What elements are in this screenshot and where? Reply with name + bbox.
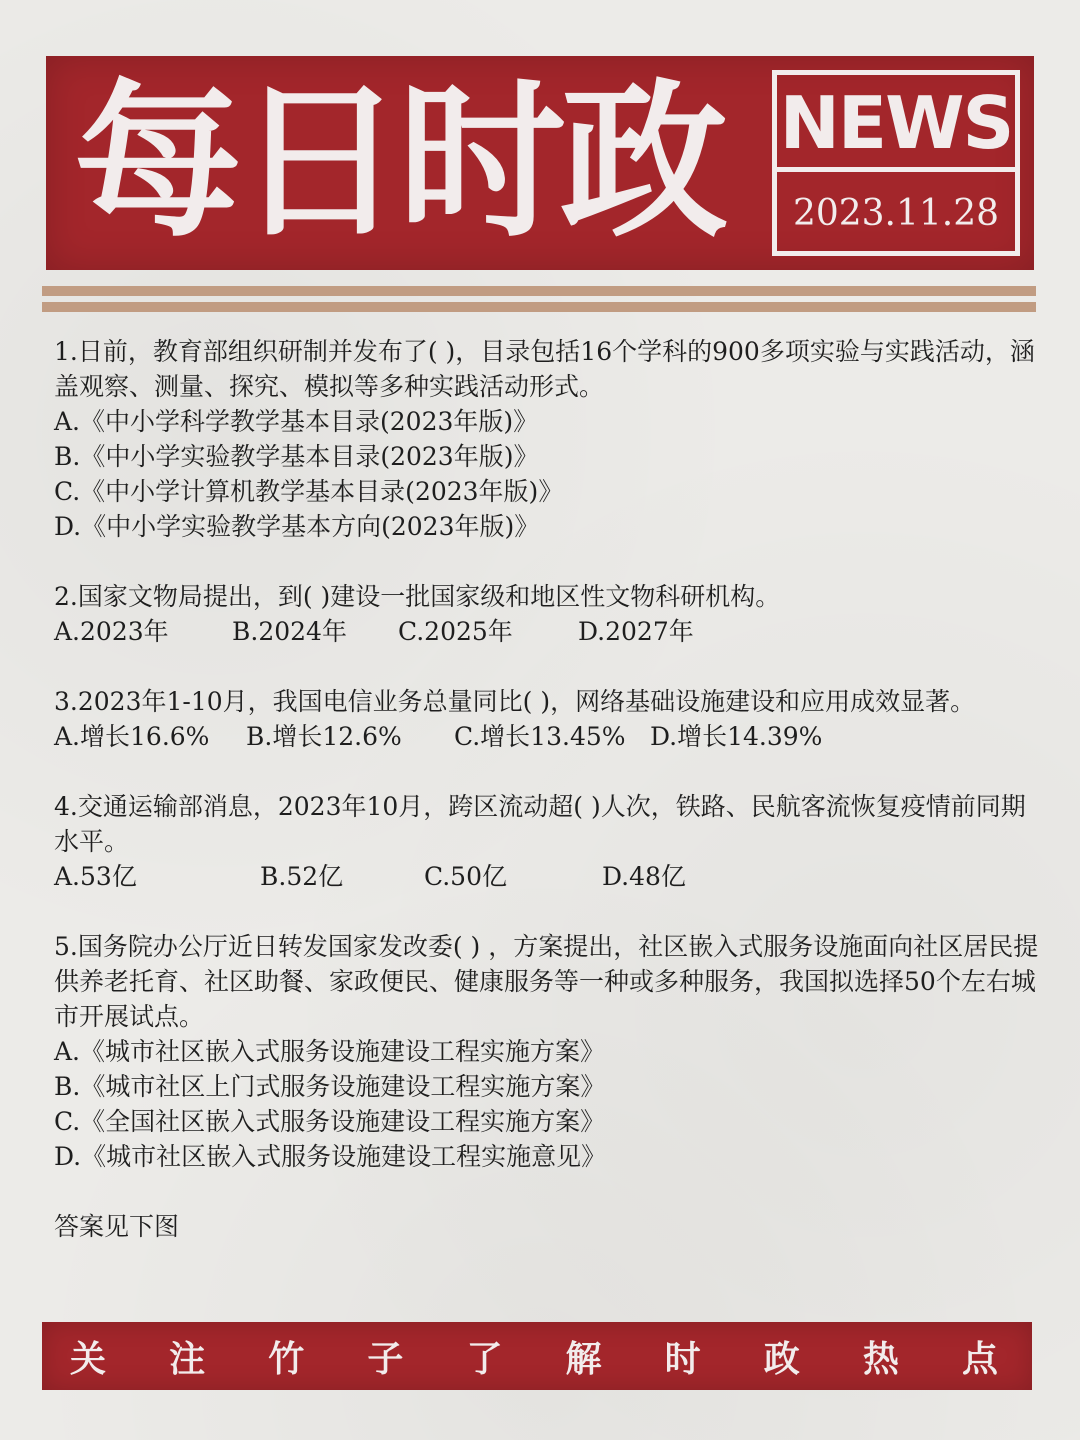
- option-c: C.2025年: [398, 617, 513, 646]
- option-b: B.《城市社区上门式服务设施建设工程实施方案》: [54, 1072, 606, 1101]
- footer-banner: [42, 1322, 1032, 1390]
- option-b: B.2024年: [232, 617, 347, 646]
- option-d: D.《中小学实验教学基本方向(2023年版)》: [54, 512, 540, 541]
- option-a: A.《城市社区嵌入式服务设施建设工程实施方案》: [54, 1037, 606, 1066]
- option-a: A.2023年: [54, 617, 169, 646]
- question-stem: 3.2023年1-10月，我国电信业务总量同比( )，网络基础设施建设和应用成效显著。: [54, 687, 976, 716]
- question-stem: 2.国家文物局提出，到( )建设一批国家级和地区性文物科研机构。: [54, 582, 781, 611]
- question-5: [54, 929, 1040, 1174]
- option-d: D.2027年: [578, 617, 694, 646]
- news-divider: [777, 167, 1015, 172]
- question-4: [54, 789, 1040, 894]
- footer-char: 时: [664, 1338, 701, 1380]
- option-a: A.《中小学科学教学基本目录(2023年版)》: [54, 407, 539, 436]
- footer-char: 解: [565, 1338, 602, 1380]
- question-3: [54, 684, 1040, 754]
- footer-char: 点: [961, 1338, 998, 1380]
- issue-date: 2023.11.28: [792, 193, 1000, 234]
- options-row: [54, 859, 1040, 894]
- news-label: NEWS: [779, 81, 1013, 165]
- page-title: 每日时政: [74, 64, 722, 260]
- footer-char: 热: [862, 1338, 899, 1380]
- footer-char: 注: [169, 1338, 206, 1380]
- footer-char: 了: [466, 1338, 503, 1380]
- footer-char: 子: [367, 1338, 404, 1380]
- answer-note: 答案见下图: [54, 1212, 180, 1241]
- option-c: C.《中小学计算机教学基本目录(2023年版)》: [54, 477, 564, 506]
- question-stem: 5.国务院办公厅近日转发国家发改委( ) ，方案提出，社区嵌入式服务设施面向社区居民提供养老托育、社区助餐、家政便民、健康服务等一种或多种服务，我国拟选择50个左右城市开展试点。: [54, 932, 1039, 1031]
- options-row: [54, 719, 1040, 754]
- footer-char: 关: [70, 1338, 107, 1380]
- option-b: B.增长12.6%: [246, 722, 402, 751]
- option-a: A.增长16.6%: [54, 722, 210, 751]
- divider-rule-bottom: [42, 302, 1036, 312]
- option-d: D.《城市社区嵌入式服务设施建设工程实施意见》: [54, 1142, 607, 1171]
- divider-rule-top: [42, 286, 1036, 296]
- question-list: [54, 334, 1040, 1244]
- question-stem: 1.日前，教育部组织研制并发布了( )，目录包括16个学科的900多项实验与实践活动，涵盖观察、测量、探究、模拟等多种实践活动形式。: [54, 337, 1035, 401]
- question-1: [54, 334, 1040, 544]
- option-d: D.增长14.39%: [650, 722, 823, 751]
- option-b: B.《中小学实验教学基本目录(2023年版)》: [54, 442, 539, 471]
- option-b: B.52亿: [260, 862, 344, 891]
- option-d: D.48亿: [602, 862, 686, 891]
- option-c: C.《全国社区嵌入式服务设施建设工程实施方案》: [54, 1107, 606, 1136]
- option-a: A.53亿: [54, 862, 137, 891]
- footer-char: 竹: [268, 1338, 305, 1380]
- footer-char: 政: [763, 1338, 800, 1380]
- option-c: C.增长13.45%: [454, 722, 626, 751]
- option-c: C.50亿: [424, 862, 507, 891]
- question-2: [54, 579, 1040, 649]
- question-stem: 4.交通运输部消息，2023年10月，跨区流动超( )人次，铁路、民航客流恢复疫情前同期水平。: [54, 792, 1026, 856]
- options-row: [54, 614, 1040, 649]
- header-banner: [46, 56, 1034, 270]
- news-box: [772, 70, 1020, 256]
